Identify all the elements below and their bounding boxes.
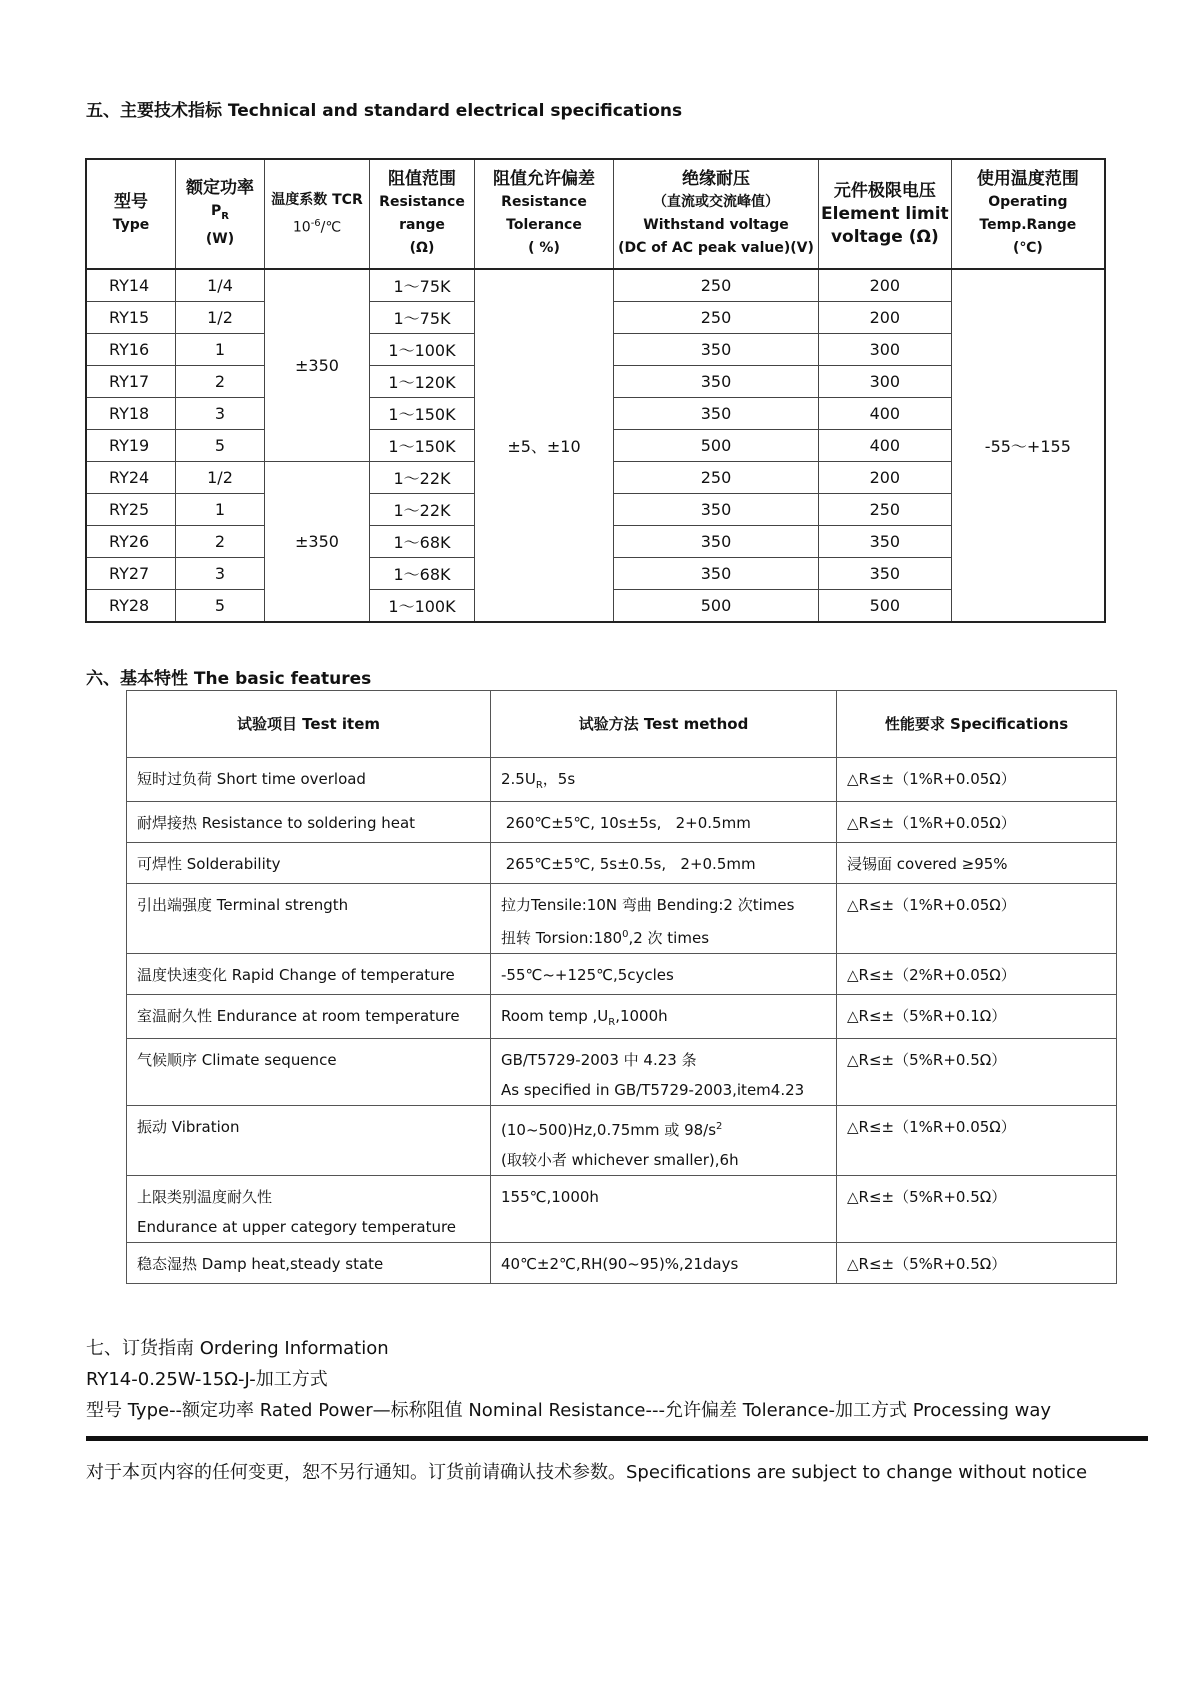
feature-row <box>127 884 1117 954</box>
basic-features-table <box>126 690 1117 1284</box>
cell-withstand: 500 <box>614 590 819 623</box>
test-spec: △R≤±（1%R+0.05Ω） <box>837 758 1117 802</box>
test-spec: △R≤±（1%R+0.05Ω） <box>837 884 1117 954</box>
test-method: $2.5U_R$，5s <box>491 758 837 802</box>
cell-limit: 300 <box>819 366 952 398</box>
features-header-row <box>127 691 1117 758</box>
test-item: 耐焊接热 Resistance to soldering heat <box>127 802 491 843</box>
section-5-title: 五、主要技术指标 Technical and standard electrical specifications <box>86 101 683 121</box>
cell-power: 5 <box>176 590 265 623</box>
feature-row <box>127 954 1117 995</box>
feature-row <box>127 1176 1117 1243</box>
test-item: 短时过负荷 Short time overload <box>127 758 491 802</box>
cell-power: 5 <box>176 430 265 462</box>
cell-type: RY16 <box>86 334 176 366</box>
feature-row <box>127 1039 1117 1106</box>
test-spec: △R≤±（1%R+0.05Ω） <box>837 802 1117 843</box>
test-method: Room temp $,U_R,1000h$ <box>491 995 837 1039</box>
cell-range: 1～75K <box>370 269 475 302</box>
header-test-method: 试验方法 Test method <box>491 691 837 758</box>
test-method: 拉力Tensile:10N 弯曲 Bending:2 次times 扭转 $Torsion:180^0,2$ 次 times <box>491 884 837 954</box>
section-6-title: 六、基本特性 The basic features <box>86 669 372 689</box>
cell-power: 2 <box>176 526 265 558</box>
cell-withstand: 250 <box>614 462 819 494</box>
test-method: 265℃±5℃, 5s±0.5s, 2+0.5mm <box>491 843 837 884</box>
cell-withstand: 250 <box>614 269 819 302</box>
cell-limit: 200 <box>819 302 952 334</box>
order-example: RY14-0.25W-15Ω-J-加工方式 <box>86 1369 328 1390</box>
cell-power: 3 <box>176 558 265 590</box>
cell-power: 1/2 <box>176 462 265 494</box>
spec-row <box>86 269 1105 302</box>
feature-row <box>127 843 1117 884</box>
cell-limit: 400 <box>819 398 952 430</box>
cell-limit: 250 <box>819 494 952 526</box>
cell-withstand: 250 <box>614 302 819 334</box>
feature-row <box>127 1106 1117 1176</box>
cell-limit: 200 <box>819 462 952 494</box>
cell-withstand: 350 <box>614 526 819 558</box>
cell-range: 1～120K <box>370 366 475 398</box>
cell-type: RY25 <box>86 494 176 526</box>
cell-type: RY27 <box>86 558 176 590</box>
cell-power: 1/4 <box>176 269 265 302</box>
cell-limit: 300 <box>819 334 952 366</box>
header-withstand-voltage: 绝缘耐压 （直流或交流峰值） Withstand voltage (DC of AC peak value)(V) <box>614 159 819 269</box>
order-format: 型号 Type--额定功率 Rated Power—标称阻值 Nominal Resistance---允许偏差 Tolerance-加工方式 Processing way <box>86 1400 1052 1421</box>
cell-type: RY18 <box>86 398 176 430</box>
test-method: 40℃±2℃,RH(90~95)%,21days <box>491 1243 837 1284</box>
cell-range: 1～22K <box>370 462 475 494</box>
cell-type: RY17 <box>86 366 176 398</box>
cell-type: RY15 <box>86 302 176 334</box>
change-notice: 对于本页内容的任何变更，恕不另行通知。订货前请确认技术参数。Specifications are subject to change without notice <box>86 1462 1088 1483</box>
header-test-item: 试验项目 Test item <box>127 691 491 758</box>
test-method: (10~500)Hz,0.75mm 或 $98/s^2$ (取较小者 whichever smaller),6h <box>491 1106 837 1176</box>
cell-tcr-group-1: ±350 <box>265 269 370 462</box>
feature-row <box>127 802 1117 843</box>
test-spec: △R≤±（5%R+0.5Ω） <box>837 1243 1117 1284</box>
cell-type: RY26 <box>86 526 176 558</box>
cell-range: 1～22K <box>370 494 475 526</box>
cell-limit: 400 <box>819 430 952 462</box>
cell-power: 2 <box>176 366 265 398</box>
test-spec: △R≤±（5%R+0.5Ω） <box>837 1176 1117 1243</box>
test-item: 引出端强度 Terminal strength <box>127 884 491 954</box>
test-spec: △R≤±（5%R+0.1Ω） <box>837 995 1117 1039</box>
header-operating-temp: 使用温度范围 Operating Temp.Range (℃) <box>951 159 1105 269</box>
cell-withstand: 350 <box>614 398 819 430</box>
cell-withstand: 350 <box>614 558 819 590</box>
cell-limit: 200 <box>819 269 952 302</box>
cell-range: 1～68K <box>370 526 475 558</box>
cell-power: 1/2 <box>176 302 265 334</box>
cell-range: 1～100K <box>370 590 475 623</box>
cell-withstand: 350 <box>614 334 819 366</box>
cell-limit: 500 <box>819 590 952 623</box>
cell-range: 1～100K <box>370 334 475 366</box>
cell-range: 1～150K <box>370 398 475 430</box>
test-item: 室温耐久性 Endurance at room temperature <box>127 995 491 1039</box>
cell-withstand: 350 <box>614 494 819 526</box>
test-method: 155℃,1000h <box>491 1176 837 1243</box>
test-item: 稳态湿热 Damp heat,steady state <box>127 1243 491 1284</box>
cell-type: RY28 <box>86 590 176 623</box>
header-range: 阻值范围 Resistance range (Ω) <box>370 159 475 269</box>
header-element-limit-voltage: 元件极限电压 Element limit voltage (Ω) <box>819 159 952 269</box>
spec-header-row <box>86 159 1105 269</box>
cell-range: 1～68K <box>370 558 475 590</box>
cell-range: 1～150K <box>370 430 475 462</box>
test-item: 振动 Vibration <box>127 1106 491 1176</box>
cell-tolerance: ±5、±10 <box>475 269 614 622</box>
cell-withstand: 500 <box>614 430 819 462</box>
specifications-table <box>85 158 1106 623</box>
cell-limit: 350 <box>819 558 952 590</box>
cell-power: 1 <box>176 334 265 366</box>
cell-type: RY19 <box>86 430 176 462</box>
cell-power: 1 <box>176 494 265 526</box>
test-spec: 浸锡面 covered ≥95% <box>837 843 1117 884</box>
feature-row <box>127 995 1117 1039</box>
cell-withstand: 350 <box>614 366 819 398</box>
cell-power: 3 <box>176 398 265 430</box>
test-method: 260℃±5℃, 10s±5s, 2+0.5mm <box>491 802 837 843</box>
feature-row <box>127 1243 1117 1284</box>
test-method: GB/T5729-2003 中 4.23 条 As specified in GB/T5729-2003,item4.23 <box>491 1039 837 1106</box>
header-tolerance: 阻值允许偏差 Resistance Tolerance ( %) <box>475 159 614 269</box>
header-tcr: 温度系数 TCR $10^{-6}/℃$ <box>265 159 370 269</box>
divider-rule <box>86 1436 1148 1441</box>
cell-limit: 350 <box>819 526 952 558</box>
test-item: 温度快速变化 Rapid Change of temperature <box>127 954 491 995</box>
test-item: 可焊性 Solderability <box>127 843 491 884</box>
header-specifications: 性能要求 Specifications <box>837 691 1117 758</box>
test-method: -55℃~+125℃,5cycles <box>491 954 837 995</box>
cell-temp-range: -55～+155 <box>951 269 1105 622</box>
header-power: 额定功率 $P_R$ (W) <box>176 159 265 269</box>
test-spec: △R≤±（5%R+0.5Ω） <box>837 1039 1117 1106</box>
cell-type: RY14 <box>86 269 176 302</box>
test-item: 上限类别温度耐久性 Endurance at upper category temperature <box>127 1176 491 1243</box>
feature-row <box>127 758 1117 802</box>
cell-type: RY24 <box>86 462 176 494</box>
section-7-title: 七、订货指南 Ordering Information <box>86 1338 389 1359</box>
test-spec: △R≤±（1%R+0.05Ω） <box>837 1106 1117 1176</box>
header-type: 型号 Type <box>86 159 176 269</box>
cell-tcr-group-2: ±350 <box>265 462 370 623</box>
test-item: 气候顺序 Climate sequence <box>127 1039 491 1106</box>
test-spec: △R≤±（2%R+0.05Ω） <box>837 954 1117 995</box>
cell-range: 1～75K <box>370 302 475 334</box>
